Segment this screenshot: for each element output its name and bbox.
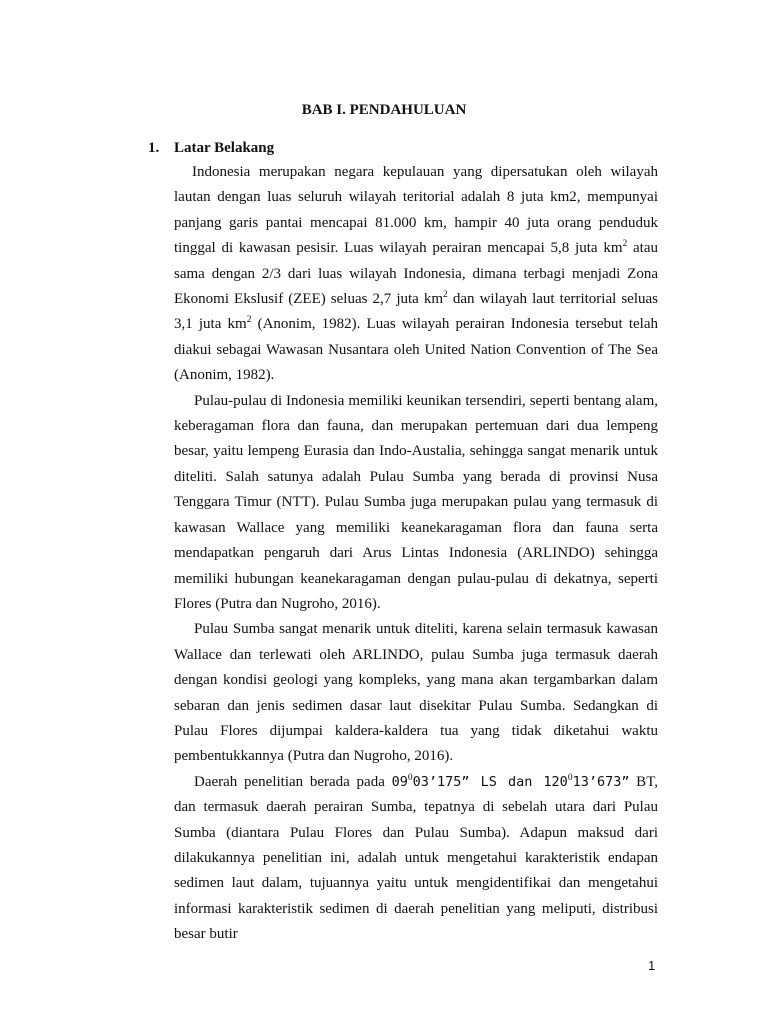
paragraph-1 <box>174 160 658 389</box>
coordinate-text: 13’673” <box>572 773 630 790</box>
section-heading <box>148 140 274 157</box>
text-run: Indonesia merupakan negara kepulauan yang dipersatukan oleh wilayah lautan dengan luas seluruh wilayah teritorial adalah 8 juta km2, mempunyai panjang garis pantai mencapai 81.000 km, hampir 40 juta orang penduduk tinggal di kawasan pesisir. Luas wilayah perairan mencapai 5,8 juta km <box>174 164 658 257</box>
text-run: Pulau Sumba sangat menarik untuk diteliti, karena selain termasuk kawasan Wallace dan terlewati oleh ARLINDO, pulau Sumba juga termasuk daerah dengan kondisi geologi yang kompleks, yang mana akan tergambarkan dalam sebaran dan jenis sedimen dasar laut disekitar Pulau Sumba. Sedangkan di Pulau Flores dijumpai kaldera-kaldera tua yang tidak diketahui waktu pembentukkannya (Putra dan Nugroho, 2016). <box>174 621 658 765</box>
superscript: 2 <box>622 239 628 250</box>
section-title: Latar Belakang <box>174 140 275 156</box>
chapter-title: BAB I. PENDAHULUAN <box>301 102 467 118</box>
superscript: 0 <box>567 772 573 783</box>
superscript: 2 <box>443 290 448 301</box>
body-text <box>174 160 658 948</box>
paragraph-4 <box>174 770 658 948</box>
text-run: (Anonim, 1982). Luas wilayah perairan Indonesia tersebut telah diakui sebagai Wawasan Nusantara oleh United Nation Convention of The Sea (Anonim, 1982). <box>174 316 658 384</box>
superscript: 0 <box>407 772 413 783</box>
text-run: Pulau-pulau di Indonesia memiliki keunikan tersendiri, seperti bentang alam, keberagaman flora dan fauna, dan merupakan pertemuan dari dua lempeng besar, yaitu lempeng Eurasia dan Indo-Austalia, sehingga sangat menarik untuk diteliti. Salah satunya adalah Pulau Sumba yang berada di provinsi Nusa Tenggara Timur (NTT). Pulau Sumba juga merupakan pulau yang termasuk di kawasan Wallace yang memiliki keanekaragaman flora dan fauna serta mendapatkan pengaruh dari Arus Lintas Indonesia (ARLINDO) sehingga memiliki hubungan keanekaragaman dengan pulau-pulau di dekatnya, seperti Flores (Putra dan Nugroho, 2016). <box>174 392 658 612</box>
text-run: Daerah penelitian berada pada <box>194 773 392 790</box>
paragraph-3 <box>174 617 658 769</box>
page-number: 1 <box>648 958 656 973</box>
section-number: 1. <box>148 140 160 156</box>
superscript: 2 <box>246 315 252 326</box>
coordinate-text: 09 <box>391 773 408 790</box>
coordinate-text: 03’175” LS dan 120 <box>412 773 568 790</box>
text-run: BT, dan termasuk daerah perairan Sumba, tepatnya di sebelah utara dari Pulau Sumba (diantara Pulau Flores dan Pulau Sumba). Adapun maksud dari dilakukannya penelitian ini, adalah untuk mengetahui karakteristik endapan sedimen laut dalam, tujuannya yaitu untuk mengidentifikai dan mengetahui informasi karakteristik sedimen di daerah penelitian yang meliputi, distribusi besar butir <box>174 773 658 943</box>
paragraph-2 <box>174 389 658 618</box>
text-run: atau sama dengan 2/3 dari luas wilayah Indonesia, dimana terbagi menjadi Zona Ekonomi Ekslusif (ZEE) seluas 2,7 juta km <box>174 240 659 308</box>
text-run: dan wilayah laut territorial seluas 3,1 juta km <box>174 291 658 333</box>
